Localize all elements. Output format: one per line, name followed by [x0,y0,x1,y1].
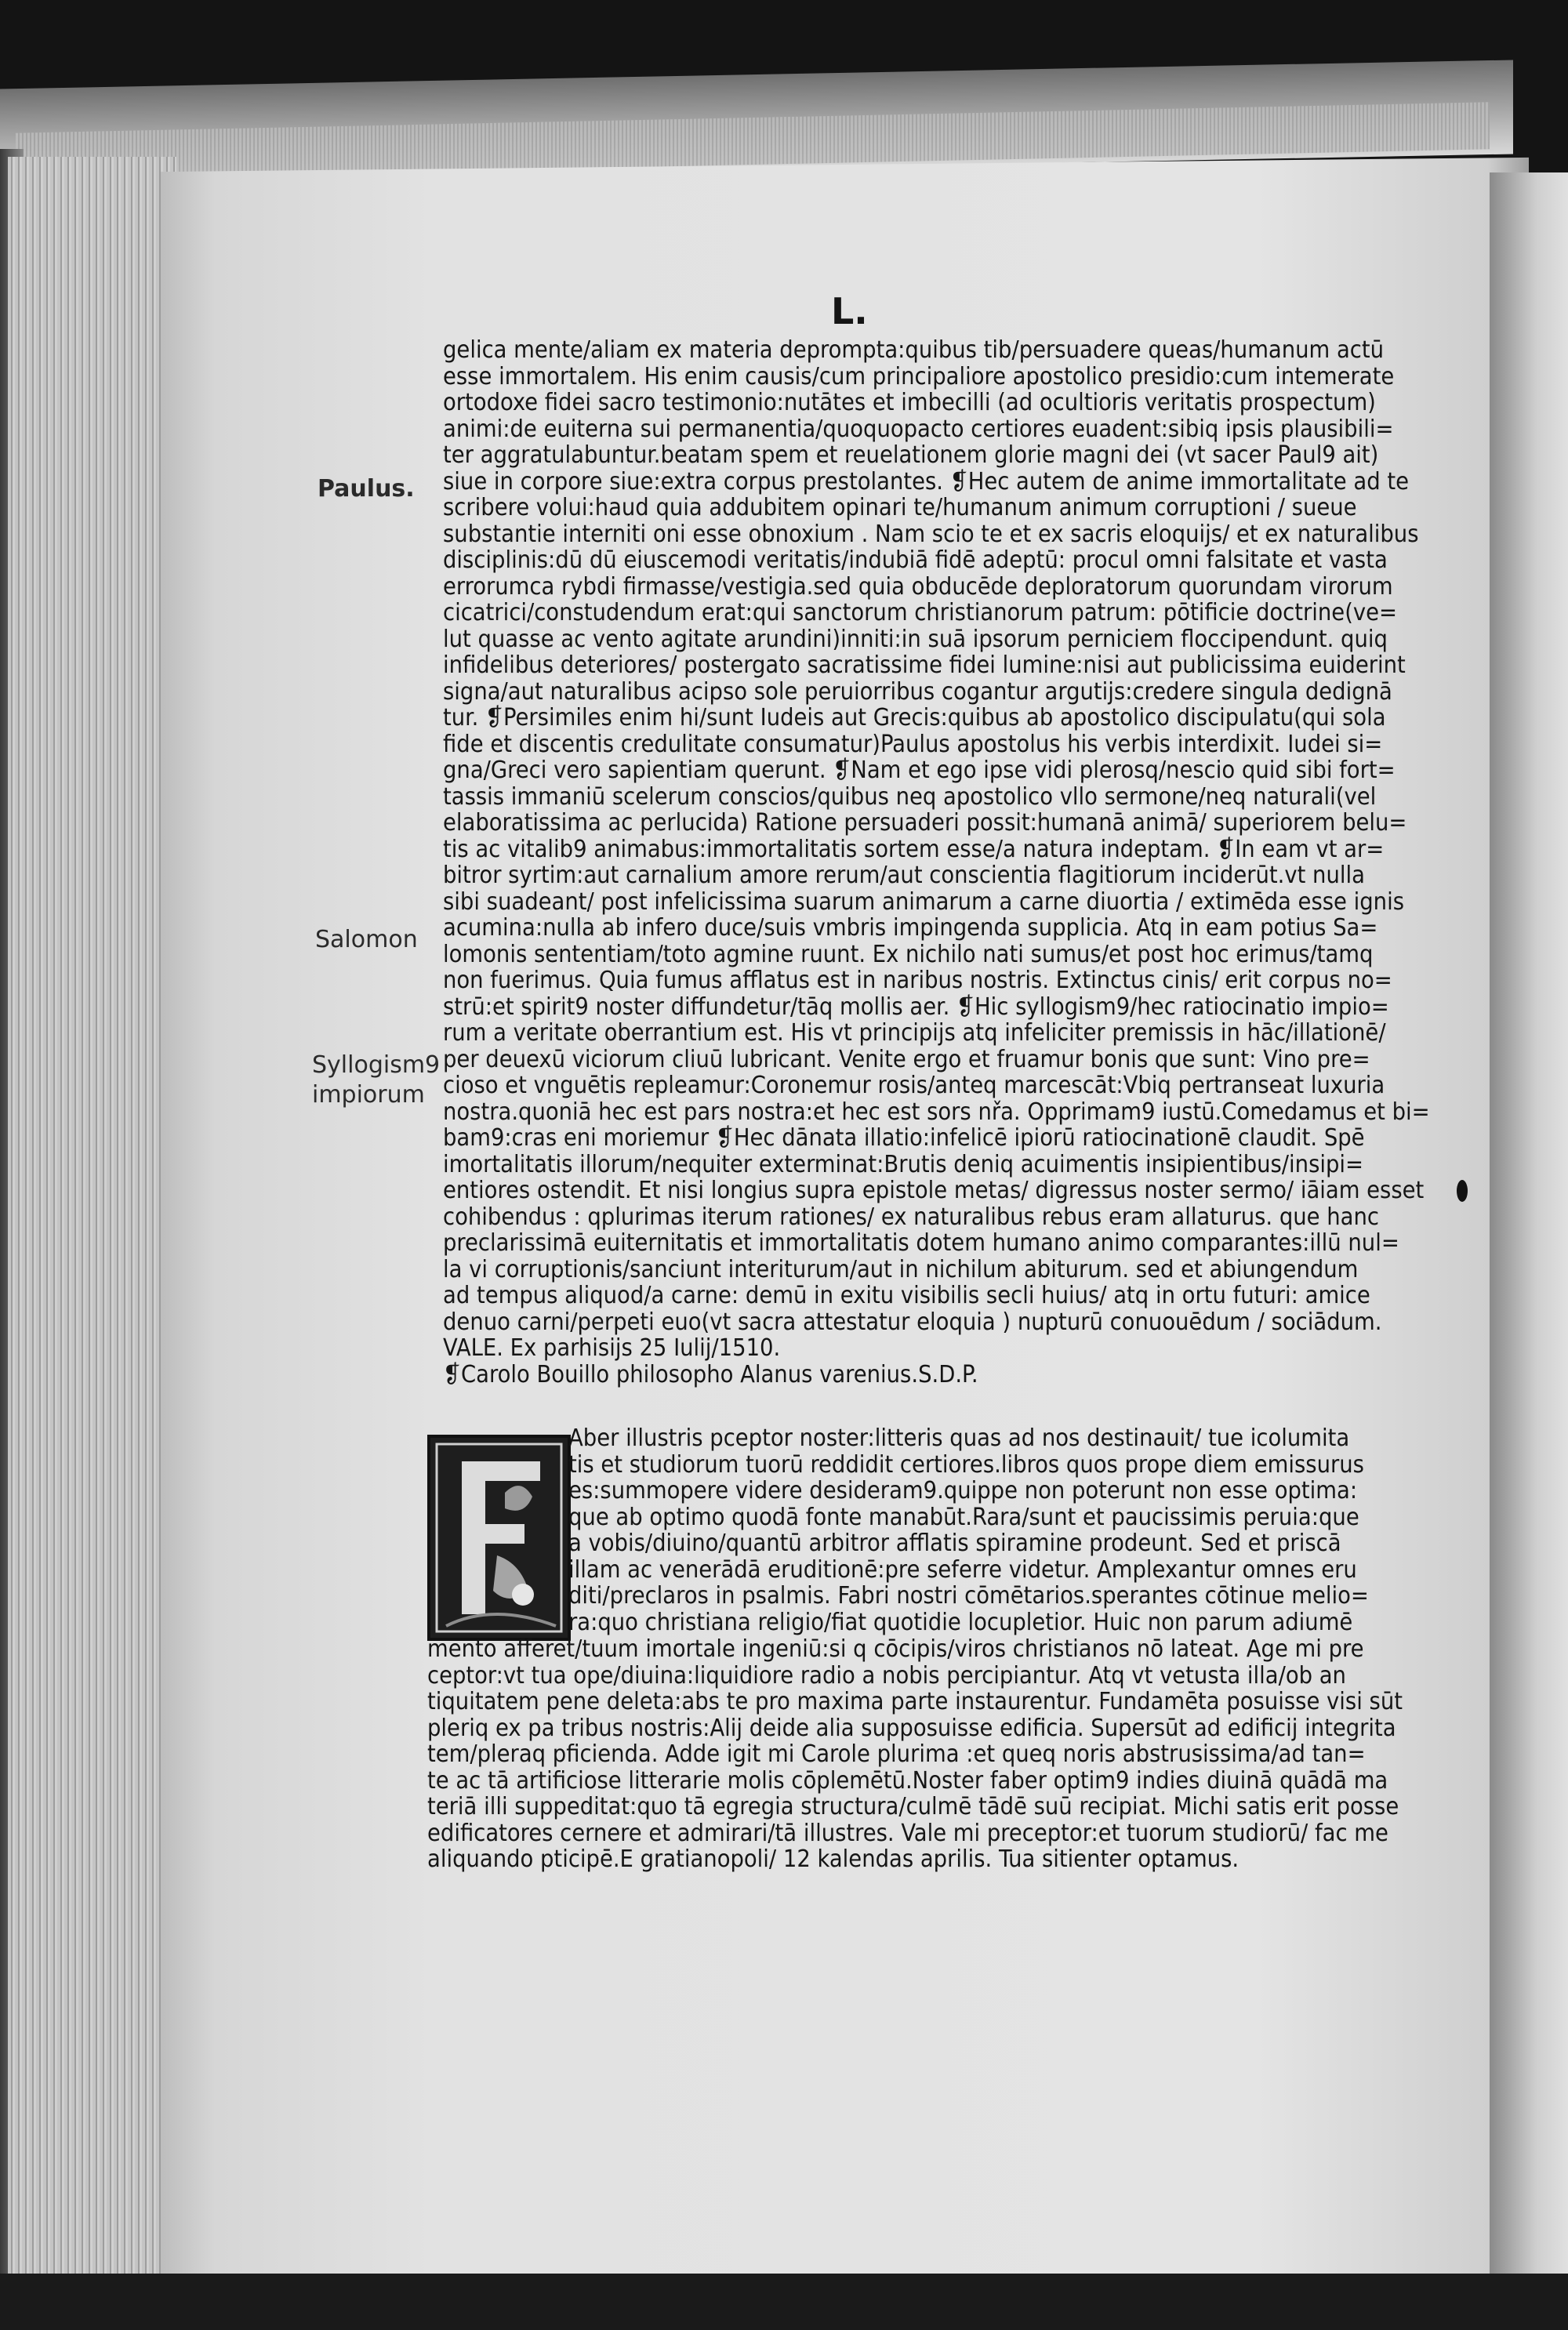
decorated-initial-f-icon [427,1435,571,1641]
text-line: preclarissimā euiternitatis et immortalitatis dotem humano animo comparantes:illū nul= [443,1229,1399,1257]
margin-note-salomon: Salomon [315,926,418,953]
text-line: elaboratissima ac perlucida) Ratione persuaderi possit:humanā animā/ superiorem belu= [443,809,1407,837]
text-line: cicatrici/constudendum erat:qui sanctorum christianorum patrum: pōtificie doctrine(ve= [443,599,1398,626]
text-line: edificatores cernere et admirari/tā illustres. Vale mi preceptor:et tuorum studiorū/ fac me [427,1819,1388,1847]
text-line: lomonis sententiam/toto agmine ruunt. Ex nichilo nati sumus/et post hoc erimus/tamq [443,940,1374,968]
text-line: ra:quo christiana religio/fiat quotidie locupletior. Huic non parum adiumē [568,1608,1353,1636]
text-line: ortodoxe fidei sacro testimonio:nutātes et imbecilli (ad ocultioris veritatis prospectum) [443,389,1376,416]
text-line: gna/Greci vero sapientiam querunt. ❡Nam et ego ipse vidi plerosq/nescio quid sibi fort= [443,757,1396,784]
text-line: diti/preclaros in psalmis. Fabri nostri cōmētarios.sperantes cōtinue melio= [568,1582,1369,1610]
text-line: signa/aut naturalibus acipso sole peruiorribus cogantur argutijs:credere singula dedignā [443,677,1392,706]
text-line: gelica mente/aliam ex materia deprompta:quibus tib/persuadere queas/humanum actū [443,336,1385,364]
text-line: errorumca rybdi firmasse/vestigia.sed quia obducēde deploratorum quorundam virorum [443,572,1393,601]
text-line: per deuexū viciorum cliuū lubricant. Venite ergo et fruamur bonis que sunt: Vino pre= [443,1045,1370,1073]
text-line: scribere volui:haud quia addubitem opinari te/humanum animum corruptioni / sueue [443,494,1357,521]
text-line: VALE. Ex parhisijs 25 Iulij/1510. [443,1334,781,1362]
text-line: infidelibus deteriores/ postergato sacratissime fidei lumine:nisi aut publicissima euiderint [443,651,1406,679]
text-line: tiquitatem pene deleta:abs te pro maxima parte instaurentur. Fundamēta posuisse visi sūt [427,1688,1403,1715]
text-line: acumina:nulla ab infero duce/suis vmbris impingenda supplicia. Atq in eam potius Sa= [443,914,1378,942]
text-line: tur. ❡Persimiles enim hi/sunt Iudeis aut Grecis:quibus ab apostolico discipulatu(qui sola [443,704,1386,731]
text-line: bam9:cras eni moriemur ❡Hec dānata illatio:infelicē ipiorū ratiocinationē claudit. Spē [443,1124,1365,1152]
text-line: bitror syrtim:aut carnalium amore rerum/aut conscientia flagitiorum inciderūt.vt nulla [443,862,1365,889]
bottom-shadow [0,2274,1568,2330]
text-line: te ac tā artificiose litterarie molis cōplemētū.Noster faber optim9 indies diuinā quādā ma [427,1766,1388,1795]
text-line: illam ac venerādā eruditionē:pre seferre videtur. Amplexantur omnes eru [568,1555,1357,1584]
text-line: tis et studiorum tuorū reddidit certiores.libros quos prope diem emissurus [568,1450,1364,1479]
text-line: es:summopere videre desideram9.quippe non poterunt non esse optima: [568,1477,1358,1504]
book-fore-edge [8,157,176,2289]
text-line: tis ac vitalib9 animabus:immortalitatis sortem esse/a natura indeptam. ❡In eam vt ar= [443,835,1385,863]
text-line: strū:et spirit9 noster diffundetur/tāq mollis aer. ❡Hic syllogism9/hec ratiocinatio impio= [443,993,1389,1021]
book-gutter [1490,172,1568,2289]
text-line: fide et discentis credulitate consumatur)Paulus apostolus his verbis interdixit. Iudei si= [443,730,1383,758]
text-line: pleriq ex pa tribus nostris:Alij deide alia supposuisse edificia. Supersūt ad edificij integrita [427,1714,1396,1742]
text-line: siue in corpore siue:extra corpus prestolantes. ❡Hec autem de anime immortalitate ad te [443,467,1409,495]
margin-note-syllogismus: Syllogism9 impiorum [312,1051,441,1109]
text-line: entiores ostendit. Et nisi longius supra epistole metas/ digressus noster sermo/ iāiam esset [443,1177,1425,1204]
text-line: mento afferet/tuum imortale ingeniū:si q cōcipis/viros christianos nō lateat. Age mi pre [427,1635,1364,1663]
folio-number: L. [831,290,868,332]
text-line: rum a veritate oberrantium est. His vt principijs atq infeliciter premissis in hāc/illationē/ [443,1019,1386,1047]
text-line: tem/pleraq pficienda. Adde igit mi Carole plurima :et queq noris abstrusissima/ad tan= [427,1740,1366,1768]
text-line: denuo carni/perpeti euo(vt sacra attestatur eloquia ) nupturū conuouēdum / sociādum. [443,1308,1382,1336]
margin-note-paulus: Paulus. [318,475,415,503]
text-line: lut quasse ac vento agitate arundini)inniti:in suā ipsorum perniciem floccipendunt. quiq [443,625,1388,653]
text-line: teriā illi suppeditat:quo tā egregia structura/culmē tādē suū recipiat. Michi satis erit posse [427,1793,1399,1820]
text-line: la vi corruptionis/sanciunt interiturum/aut in nichilum abiturum. sed et abiungendum [443,1255,1359,1283]
text-line: animi:de euiterna sui permanentia/quoquopacto certiores euadent:sibiq ipsis plausibili= [443,415,1394,443]
text-line: substantie interniti oni esse obnoxium . Nam scio te et ex sacris eloquijs/ et ex naturalibus [443,520,1419,548]
text-line: cohibendus : qplurimas iterum rationes/ ex naturalibus rebus eram allaturus. que hanc [443,1203,1379,1231]
text-line: cioso et vnguētis repleamur:Coronemur rosis/anteq marcescāt:Vbiq pertranseat luxuria [443,1072,1385,1099]
text-line: sibi suadeant/ post infelicissima suarum animarum a carne diuortia / extimēda esse ignis [443,887,1405,916]
text-line: ceptor:vt tua ope/diuina:liquidiore radio a nobis percipiantur. Atq vt vetusta illa/ob an [427,1661,1346,1689]
text-line: tassis immaniū scelerum conscios/quibus neq apostolico vllo sermone/neq naturali(vel [443,782,1377,811]
text-line: disciplinis:dū dū eiuscemodi veritatis/indubiā fidē adeptū: procul omni falsitate et vasta [443,546,1388,574]
decorated-initial-graphic [430,1438,568,1638]
letter-heading: ❡Carolo Bouillo philosopho Alanus varenius.S.D.P. [443,1360,978,1388]
letter-text-indented [568,1425,1431,1635]
text-line: imortalitatis illorum/nequiter exterminat:Brutis deniq acuimentis insipientibus/insipi= [443,1150,1364,1178]
ink-spot [1457,1180,1468,1202]
text-line: a vobis/diuino/quantū arbitror afflatis spiramine prodeunt. Sed et priscā [568,1530,1341,1557]
text-line: esse immortalem. His enim causis/cum principaliore apostolico presidio:cum intemerate [443,362,1395,390]
main-text-block [443,336,1430,1388]
text-line: aliquando pticipē.E gratianopoli/ 12 kalendas aprilis. Tua sitienter optamus. [427,1845,1240,1873]
text-line: nostra.quoniā hec est pars nostra:et hec est sors nřa. Opprimam9 iustū.Comedamus et bi= [443,1098,1430,1126]
text-line: que ab optimo quodā fonte manabūt.Rara/sunt et paucissimis peruia:que [568,1503,1359,1531]
text-line: non fuerimus. Quia fumus afflatus est in naribus nostris. Extinctus cinis/ erit corpus no= [443,967,1392,994]
text-line: Aber illustris pceptor noster:litteris quas ad nos destinauit/ tue icolumita [568,1424,1350,1452]
text-line: ter aggratulabuntur.beatam spem et reuelationem glorie magni dei (vt sacer Paul9 ait) [443,441,1379,469]
letter-text-full [427,1636,1431,1873]
text-line: ad tempus aliquod/a carne: demū in exitu visibilis secli huius/ atq in ortu futuri: amice [443,1282,1370,1309]
